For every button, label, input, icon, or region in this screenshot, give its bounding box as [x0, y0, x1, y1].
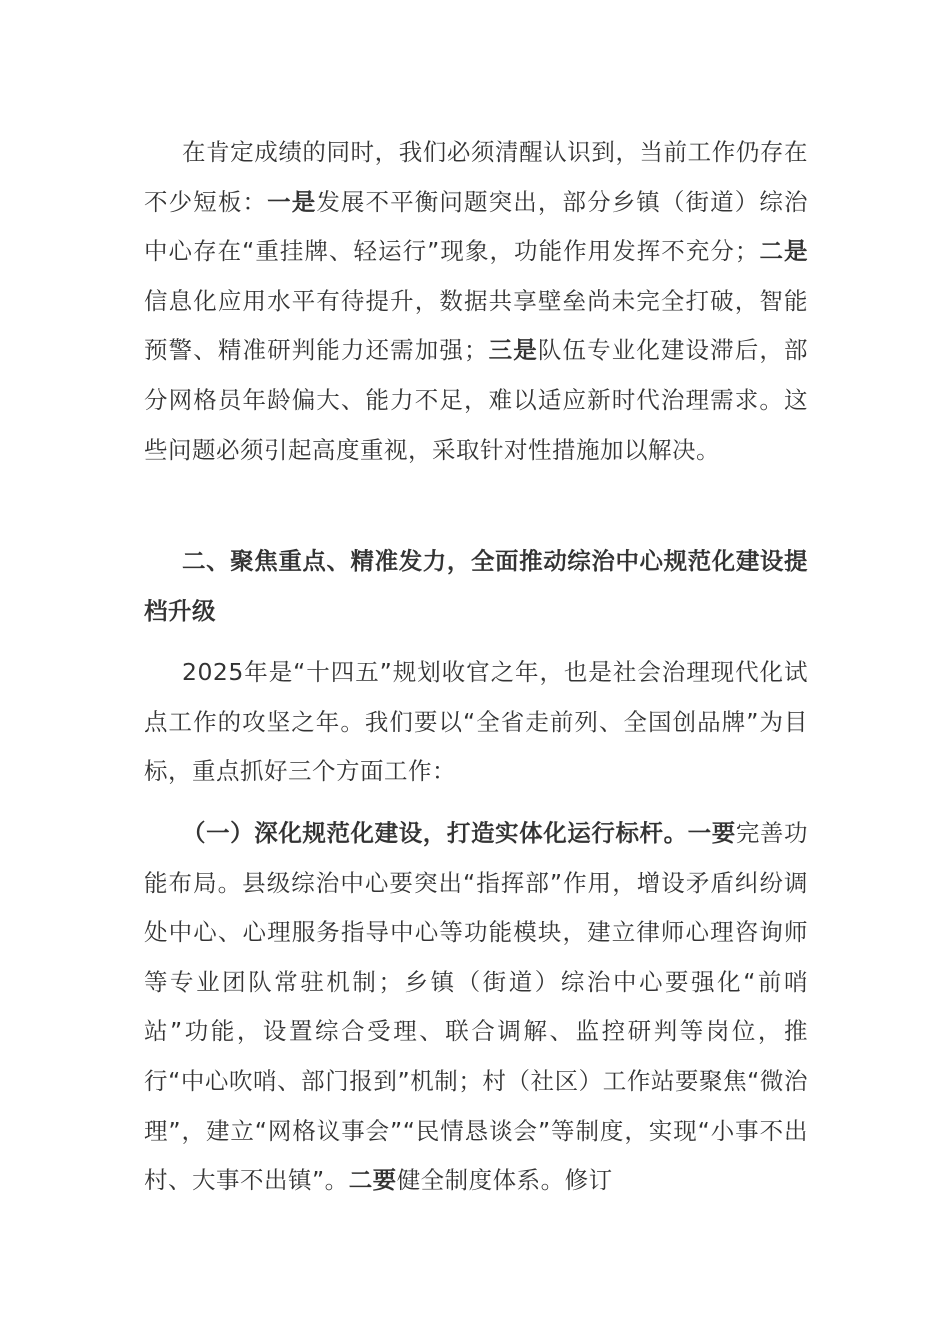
- section-heading: 二、聚焦重点、精准发力，全面推动综治中心规范化建设提档升级: [144, 547, 808, 625]
- paragraph-text: 队伍专业化建设滞后，部分网格员年龄偏大、能力不足，难以适应新时代治理需求。这些问题必须引起高度重视，采取针对性措施加以解决。: [144, 336, 809, 464]
- bold-marker: 二是: [758, 237, 808, 266]
- paragraph-text: 在肯定成绩的同时，我们必须清醒认识到，当前工作仍存在不少短板：: [144, 138, 808, 216]
- paragraph-shortcomings: [144, 128, 808, 475]
- subheading-inline: （一）深化规范化建设，打造实体化运行标杆。一要: [182, 819, 736, 847]
- paragraph-text: 信息化应用水平有待提升，数据共享壁垒尚未完全打破，智能预警、精准研判能力还需加强；: [144, 286, 808, 365]
- paragraph-text: 完善功能布局。县级综治中心要突出“指挥部”作用，增设矛盾纠纷调处中心、心理服务指导中心等功能模块，建立律师心理咨询师等专业团队常驻机制；乡镇（街道）综治中心要强化“前哨站”功能，设置综合受理、联合调解、监控研判等岗位，推行“中心吹哨、部门报到”机制；村（社区）工作站要聚焦“微治理”，建立“网格议事会”“民情恳谈会”等制度，实现“小事不出村、大事不出镇”。: [144, 819, 809, 1195]
- bold-marker: 二要: [348, 1166, 397, 1195]
- bold-marker: 一是: [267, 187, 317, 216]
- paragraph-text: 发展不平衡问题突出，部分乡镇（街道）综治中心存在“重挂牌、轻运行”现象，功能作用发挥不充分；: [144, 187, 809, 266]
- paragraph-standardization: [144, 809, 808, 1206]
- paragraph-text: 健全制度体系。修订: [396, 1166, 613, 1195]
- paragraph-goals: 2025年是“十四五”规划收官之年，也是社会治理现代化试点工作的攻坚之年。我们要以“全省走前列、全国创品牌”为目标，重点抓好三个方面工作：: [144, 658, 808, 786]
- bold-marker: 三是: [488, 336, 538, 365]
